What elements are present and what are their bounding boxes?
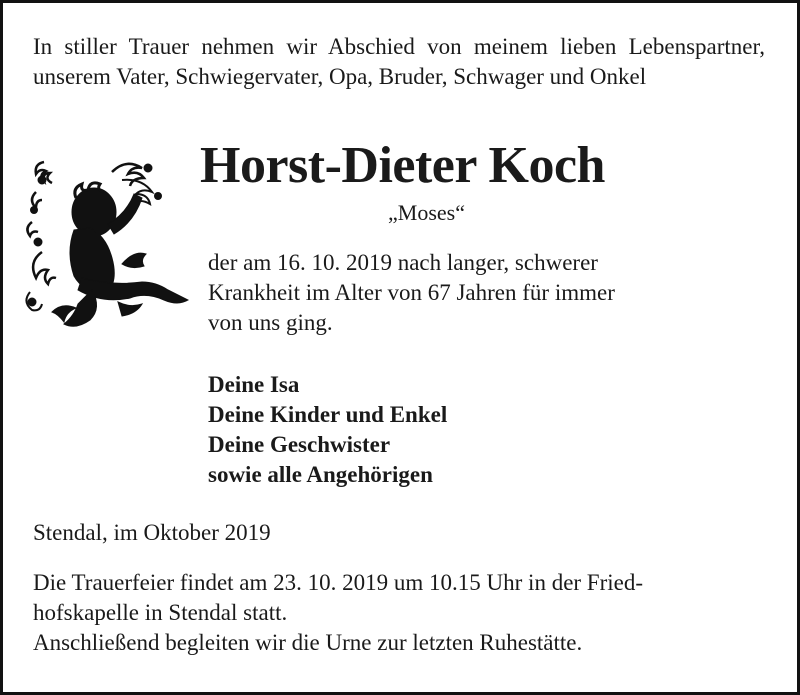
mourner-line: Deine Kinder und Enkel <box>208 402 448 427</box>
funeral-service-info: Die Trauerfeier findet am 23. 10. 2019 um 10.15 Uhr in der Fried- hofskapelle in Stendal statt. Anschließend begleiten wir die Urne zur letzten Ruhestätte. <box>33 570 644 655</box>
mourner-line: Deine Geschwister <box>208 432 391 457</box>
place-and-date: Stendal, im Oktober 2019 <box>33 520 271 545</box>
cherub-silhouette-icon <box>22 152 200 332</box>
intro-text: In stiller Trauer nehmen wir Abschied von meinem lieben Lebenspartner, unserem Vater, Schwiegervater, Opa, Bruder, Schwager und Onkel <box>33 34 765 89</box>
mourner-line: Deine Isa <box>208 372 300 397</box>
mourner-line: sowie alle Angehörigen <box>208 462 433 487</box>
deceased-name: Horst-Dieter Koch <box>200 137 605 194</box>
death-statement: der am 16. 10. 2019 nach langer, schwerer Krankheit im Alter von 67 Jahren für immer von uns ging. <box>208 250 615 335</box>
nickname: „Moses“ <box>388 200 465 225</box>
mourners-list <box>208 370 447 490</box>
